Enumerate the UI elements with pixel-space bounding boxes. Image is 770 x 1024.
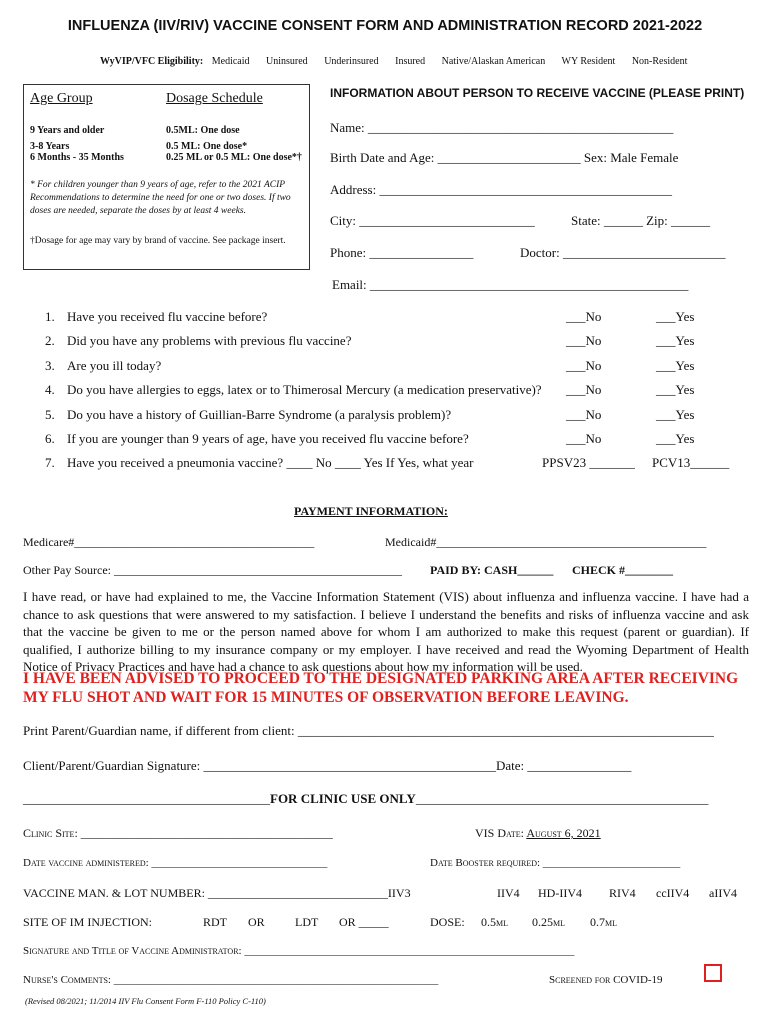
age-6-35-months: 6 Months - 35 Months (30, 152, 124, 163)
lot-number-field[interactable]: VACCINE MAN. & LOT NUMBER: ______________________________IIV3 (23, 886, 411, 900)
question-number: 4. (45, 382, 55, 397)
dose-9-older: 0.5ML: One dose (166, 125, 240, 136)
vis-date-value: August 6, 2021 (526, 826, 601, 840)
dosage-note-acip: * For children younger than 9 years of age, refer to the 2021 ACIP Recommendations to determine the need for one or two doses. If two doses are needed, separate the doses by at least 4 weeks. (30, 180, 291, 216)
covid-screen-label: Screened for COVID-19 (549, 974, 663, 986)
type-iiv4[interactable]: IIV4 (497, 886, 520, 900)
question-no-option[interactable]: ___No (566, 407, 602, 422)
site-or-1: OR (248, 915, 265, 929)
q7-text: Have you received a pneumonia vaccine? ____ No ____ Yes If Yes, what year (67, 455, 474, 470)
question-number: 5. (45, 407, 55, 422)
eligibility-medicaid[interactable]: Medicaid (211, 56, 250, 67)
guardian-name-field[interactable]: Print Parent/Guardian name, if different from client: ________________________________________________________________ (23, 723, 714, 738)
dose-0-5ml[interactable]: 0.5ml (481, 915, 508, 929)
question-number: 2. (45, 333, 55, 348)
eligibility-uninsured[interactable]: Uninsured (266, 56, 308, 67)
site-rdt[interactable]: RDT (203, 915, 227, 929)
type-hd-iiv4[interactable]: HD-IIV4 (538, 886, 582, 900)
q7-pcv13[interactable]: PCV13______ (652, 455, 730, 470)
type-aiiv4[interactable]: aIIV4 (709, 886, 737, 900)
dose-6-35-months: 0.25 ML or 0.5 ML: One dose*† (166, 152, 302, 163)
dose-0-25ml[interactable]: 0.25ml (532, 915, 565, 929)
question-no-option[interactable]: ___No (566, 333, 602, 348)
eligibility-label: WyVIP/VFC Eligibility: (100, 56, 204, 67)
question-text: Did you have any problems with previous flu vaccine? (67, 333, 352, 348)
site-ldt[interactable]: LDT (295, 915, 319, 929)
eligibility-insured[interactable]: Insured (395, 56, 426, 67)
site-im-label: SITE OF IM INJECTION: (23, 915, 152, 929)
question-text: Have you received flu vaccine before? (67, 309, 268, 324)
clinic-divider-right: _____________________________________________ (415, 791, 709, 806)
age-group-header: Age Group (30, 91, 93, 106)
site-or-other[interactable]: OR _____ (339, 915, 389, 929)
eligibility-underinsured[interactable]: Underinsured (324, 56, 379, 67)
age-3-8: 3-8 Years (30, 141, 70, 152)
vis-date (475, 826, 601, 841)
question-yes-option[interactable]: ___Yes (656, 333, 695, 348)
dose-label: DOSE: (430, 915, 465, 929)
city-field[interactable]: City: ___________________________ (330, 213, 535, 228)
type-riv4[interactable]: RIV4 (609, 886, 636, 900)
clinic-divider (23, 791, 708, 807)
paid-cash-field[interactable]: PAID BY: CASH______ (430, 563, 554, 577)
dosage-box (23, 84, 310, 270)
question-number: 1. (45, 309, 55, 324)
medicaid-field[interactable]: Medicaid#_____________________________________________ (385, 535, 707, 549)
q7-ppsv23[interactable]: PPSV23 _______ (542, 455, 635, 470)
q7-num: 7. (45, 455, 55, 470)
question-no-option[interactable]: ___No (566, 382, 602, 397)
signature-field[interactable]: Client/Parent/Guardian Signature: _____________________________________________Date: ________________ (23, 758, 632, 773)
nurse-comments-field[interactable]: Nurse's Comments: ___________________________________________________________ (23, 974, 439, 986)
form-title: INFLUENZA (IIV/RIV) VACCINE CONSENT FORM AND ADMINISTRATION RECORD 2021-2022 (67, 18, 703, 34)
state-zip-field[interactable]: State: ______ Zip: ______ (571, 213, 711, 228)
question-no-option[interactable]: ___No (566, 431, 602, 446)
administrator-signature-field[interactable]: Signature and Title of Vaccine Administrator: ____________________________________________________________ (23, 945, 575, 957)
consent-paragraph: I have read, or have had explained to me, the Vaccine Information Statement (VIS) about influenza and influenza vaccine. I have had a chance to ask questions that were answered to my satisfaction. I believe I understand the benefits and risks of influenza vaccine and ask that the vaccine be given to me or the person named above for whom I am authorized to make this request (parent or guardian). If qualified, I authorize billing to my insurance company or my employer. I have received and read the Wyoming Department of Health Notice of Privacy Practices and have had a chance to ask questions about how my information will be used. (23, 589, 749, 674)
email-field[interactable]: Email: _________________________________________________ (332, 277, 689, 292)
name-field[interactable]: Name: _______________________________________________ (330, 120, 674, 135)
birth-date-field[interactable]: Birth Date and Age: ______________________ Sex: Male Female (330, 150, 679, 165)
clinic-use-only-label: FOR CLINIC USE ONLY (270, 791, 416, 806)
dosage-schedule-header: Dosage Schedule (166, 91, 263, 106)
phone-field[interactable]: Phone: ________________ (330, 245, 474, 260)
warning-line-1: I HAVE BEEN ADVISED TO PROCEED TO THE DESIGNATED PARKING AREA AFTER RECEIVING (23, 670, 739, 687)
question-text: Do you have allergies to eggs, latex or to Thimerosal Mercury (a medication preservative)? (67, 382, 542, 397)
clinic-divider-left: ______________________________________ (23, 791, 270, 806)
eligibility-native[interactable]: Native/Alaskan American (441, 56, 546, 67)
warning-line-2: MY FLU SHOT AND WAIT FOR 15 MINUTES OF OBSERVATION BEFORE LEAVING. (23, 689, 629, 706)
vis-date-label: VIS Date: (475, 826, 524, 840)
date-administered-field[interactable]: Date vaccine administered: ________________________________ (23, 857, 328, 869)
footer-revision: (Revised 08/2021; 11/2014 IIV Flu Consent Form F-110 Policy C-110) (25, 996, 266, 1006)
age-9-older: 9 Years and older (30, 125, 105, 136)
question-text: Are you ill today? (67, 358, 162, 373)
date-booster-field[interactable]: Date Booster required: _________________________ (430, 857, 681, 869)
eligibility-wy-resident[interactable]: WY Resident (561, 56, 616, 67)
question-no-option[interactable]: ___No (566, 309, 602, 324)
covid-screen-checkbox[interactable] (704, 964, 722, 982)
question-yes-option[interactable]: ___Yes (656, 382, 695, 397)
eligibility-row (100, 56, 701, 67)
question-no-option[interactable]: ___No (566, 358, 602, 373)
dose-3-8: 0.5 ML: One dose* (166, 141, 248, 152)
question-yes-option[interactable]: ___Yes (656, 431, 695, 446)
question-number: 3. (45, 358, 55, 373)
clinic-site-field[interactable]: Clinic Site: __________________________________________ (23, 826, 333, 840)
question-text: If you are younger than 9 years of age, have you received flu vaccine before? (67, 431, 469, 446)
dose-0-7ml[interactable]: 0.7ml (590, 915, 617, 929)
address-field[interactable]: Address: _____________________________________________ (330, 182, 672, 197)
person-info-heading: INFORMATION ABOUT PERSON TO RECEIVE VACCINE (PLEASE PRINT) (330, 86, 745, 100)
dosage-note-brand: †Dosage for age may vary by brand of vaccine. See package insert. (30, 236, 286, 246)
other-pay-field[interactable]: Other Pay Source: ________________________________________________ (23, 563, 402, 577)
type-cciiv4[interactable]: ccIIV4 (656, 886, 690, 900)
question-number: 6. (45, 431, 55, 446)
question-yes-option[interactable]: ___Yes (656, 358, 695, 373)
check-number-field[interactable]: CHECK #________ (572, 563, 674, 577)
medicare-field[interactable]: Medicare#________________________________________ (23, 535, 315, 549)
question-text: Do you have a history of Guillian-Barre Syndrome (a paralysis problem)? (67, 407, 452, 422)
eligibility-non-resident[interactable]: Non-Resident (631, 56, 688, 67)
question-yes-option[interactable]: ___Yes (656, 407, 695, 422)
payment-heading: PAYMENT INFORMATION: (294, 504, 448, 518)
doctor-field[interactable]: Doctor: _________________________ (520, 245, 726, 260)
question-yes-option[interactable]: ___Yes (656, 309, 695, 324)
